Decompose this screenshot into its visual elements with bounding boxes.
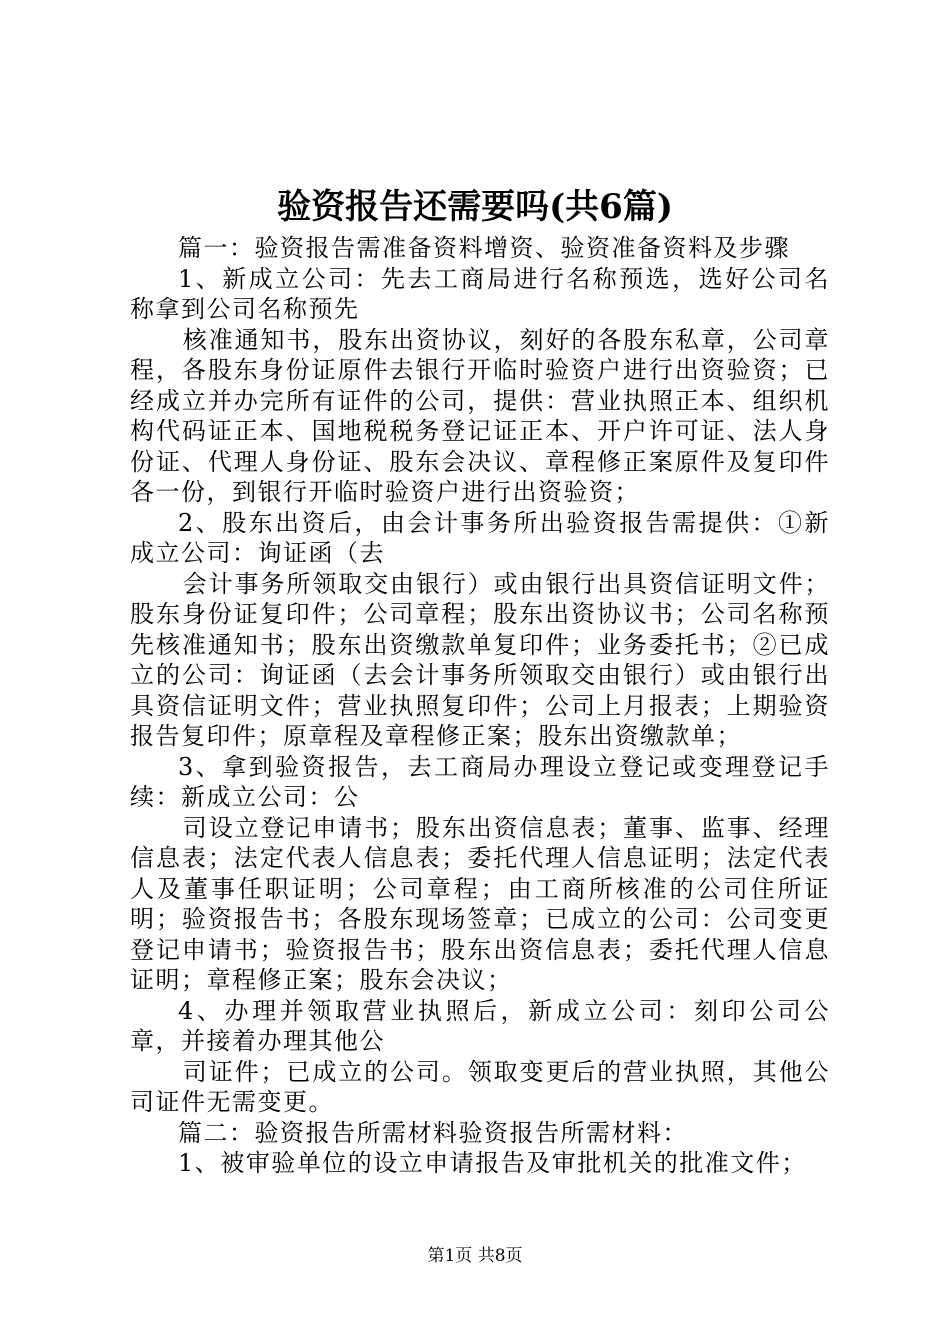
paragraph-step4: 4、办理并领取营业执照后，新成立公司：刻印公司公章，并接着办理其他公 bbox=[130, 996, 830, 1055]
paragraph-step3: 3、拿到验资报告，去工商局办理设立登记或变理登记手续：新成立公司：公 bbox=[130, 752, 830, 811]
paragraph-step3-continued: 司设立登记申请书；股东出资信息表；董事、监事、经理信息表；法定代表人信息表；委托代理人信息证明；法定代表人及董事任职证明；公司章程；由工商所核准的公司住所证明；验资报告书；各股东现场签章；已成立的公司：公司变更登记申请书；验资报告书；股东出资信息表；委托代理人信息证明；章程修正案；股东会决议； bbox=[130, 813, 830, 994]
paragraph-step1-continued: 核准通知书，股东出资协议，刻好的各股东私章，公司章程，各股东身份证原件去银行开临时验资户进行出资验资；已经成立并办完所有证件的公司，提供：营业执照正本、组织机构代码证正本、国地税税务登记证正本、开户许可证、法人身份证、代理人身份证、股东会决议、章程修正案原件及复印件各一份，到银行开临时验资户进行出资验资； bbox=[130, 325, 830, 506]
document-title: 验资报告还需要吗(共6篇) bbox=[277, 187, 673, 227]
paragraph-step1: 1、新成立公司：先去工商局进行名称预选，选好公司名称拿到公司名称预先 bbox=[130, 264, 830, 323]
paragraph-step4-continued: 司证件；已成立的公司。领取变更后的营业执照，其他公司证件无需变更。 bbox=[130, 1057, 830, 1116]
paragraph-part2-heading: 篇二：验资报告所需材料验资报告所需材料： bbox=[178, 1118, 688, 1147]
document-body bbox=[130, 233, 830, 1179]
paragraph-part2-item1: 1、被审验单位的设立申请报告及审批机关的批准文件； bbox=[178, 1149, 807, 1177]
page-footer: 第1页 共8页 bbox=[427, 1246, 523, 1266]
paragraph-step2: 2、股东出资后，由会计事务所出验资报告需提供：①新成立公司：询证函（去 bbox=[130, 508, 830, 567]
paragraph-step2-continued: 会计事务所领取交由银行）或由银行出具资信证明文件；股东身份证复印件；公司章程；股东出资协议书；公司名称预先核准通知书；股东出资缴款单复印件；业务委托书；②已成立的公司：询证函（去会计事务所领取交由银行）或由银行出具资信证明文件；营业执照复印件；公司上月报表；上期验资报告复印件；原章程及章程修正案；股东出资缴款单； bbox=[130, 569, 830, 750]
paragraph-part1-heading: 篇一：验资报告需准备资料增资、验资准备资料及步骤 bbox=[178, 234, 790, 262]
